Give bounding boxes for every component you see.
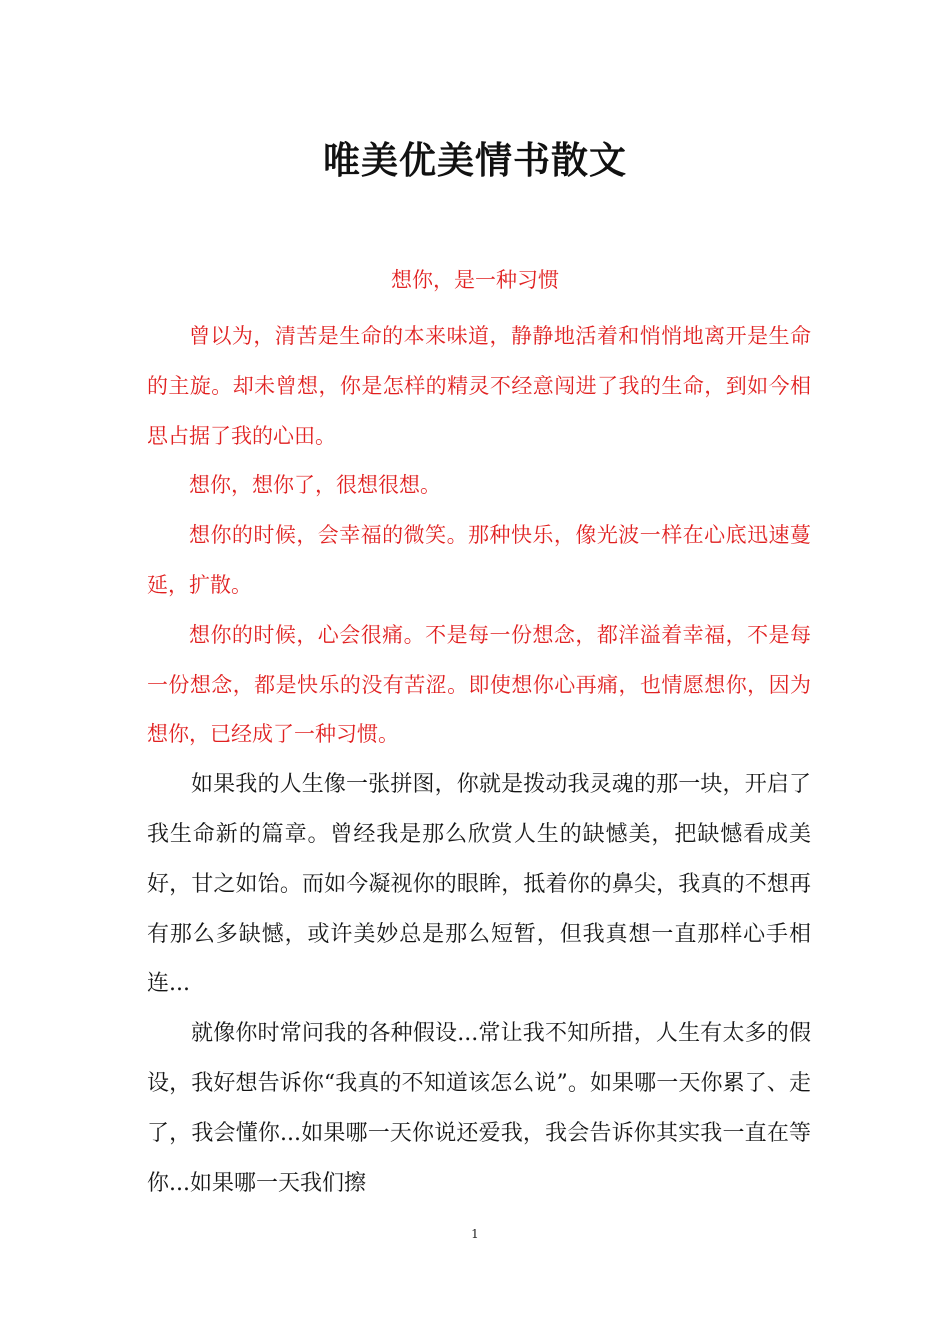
paragraph: 想你的时候，会幸福的微笑。那种快乐，像光波一样在心底迅速蔓延，扩散。 — [147, 523, 811, 597]
paragraph: 如果我的人生像一张拼图，你就是拨动我灵魂的那一块，开启了我生命新的篇章。曾经我是那么欣赏人生的缺憾美，把缺憾看成美好，甘之如饴。而如今凝视你的眼眸，抵着你的鼻尖，我真的不想再有那么多缺憾，或许美妙总是那么短暂，但我真想一直那样心手相连... — [147, 772, 811, 997]
paragraph: 想你，想你了，很想很想。 — [189, 473, 441, 498]
paragraph: 曾以为，清苦是生命的本来味道，静静地活着和悄悄地离开是生命的主旋。却未曾想，你是怎样的精灵不经意闯进了我的生命，到如今相思占据了我的心田。 — [147, 324, 811, 448]
paragraph: 想你的时候，心会很痛。不是每一份想念，都洋溢着幸福，不是每一份想念，都是快乐的没有苦涩。即使想你心再痛，也情愿想你，因为想你，已经成了一种习惯。 — [147, 622, 811, 747]
document-title: 唯美优美情书散文 — [323, 139, 627, 182]
poem-subtitle: 想你，是一种习惯 — [391, 268, 559, 292]
paragraph: 就像你时常问我的各种假设...常让我不知所措，人生有太多的假设，我好想告诉你“我真的不知道该怎么说”。如果哪一天你累了、走了，我会懂你...如果哪一天你说还爱我，我会告诉你其实我一直在等你...如果哪一天我们擦 — [147, 1021, 811, 1196]
document-body — [147, 312, 811, 1208]
page-number: 1 — [471, 1227, 479, 1241]
